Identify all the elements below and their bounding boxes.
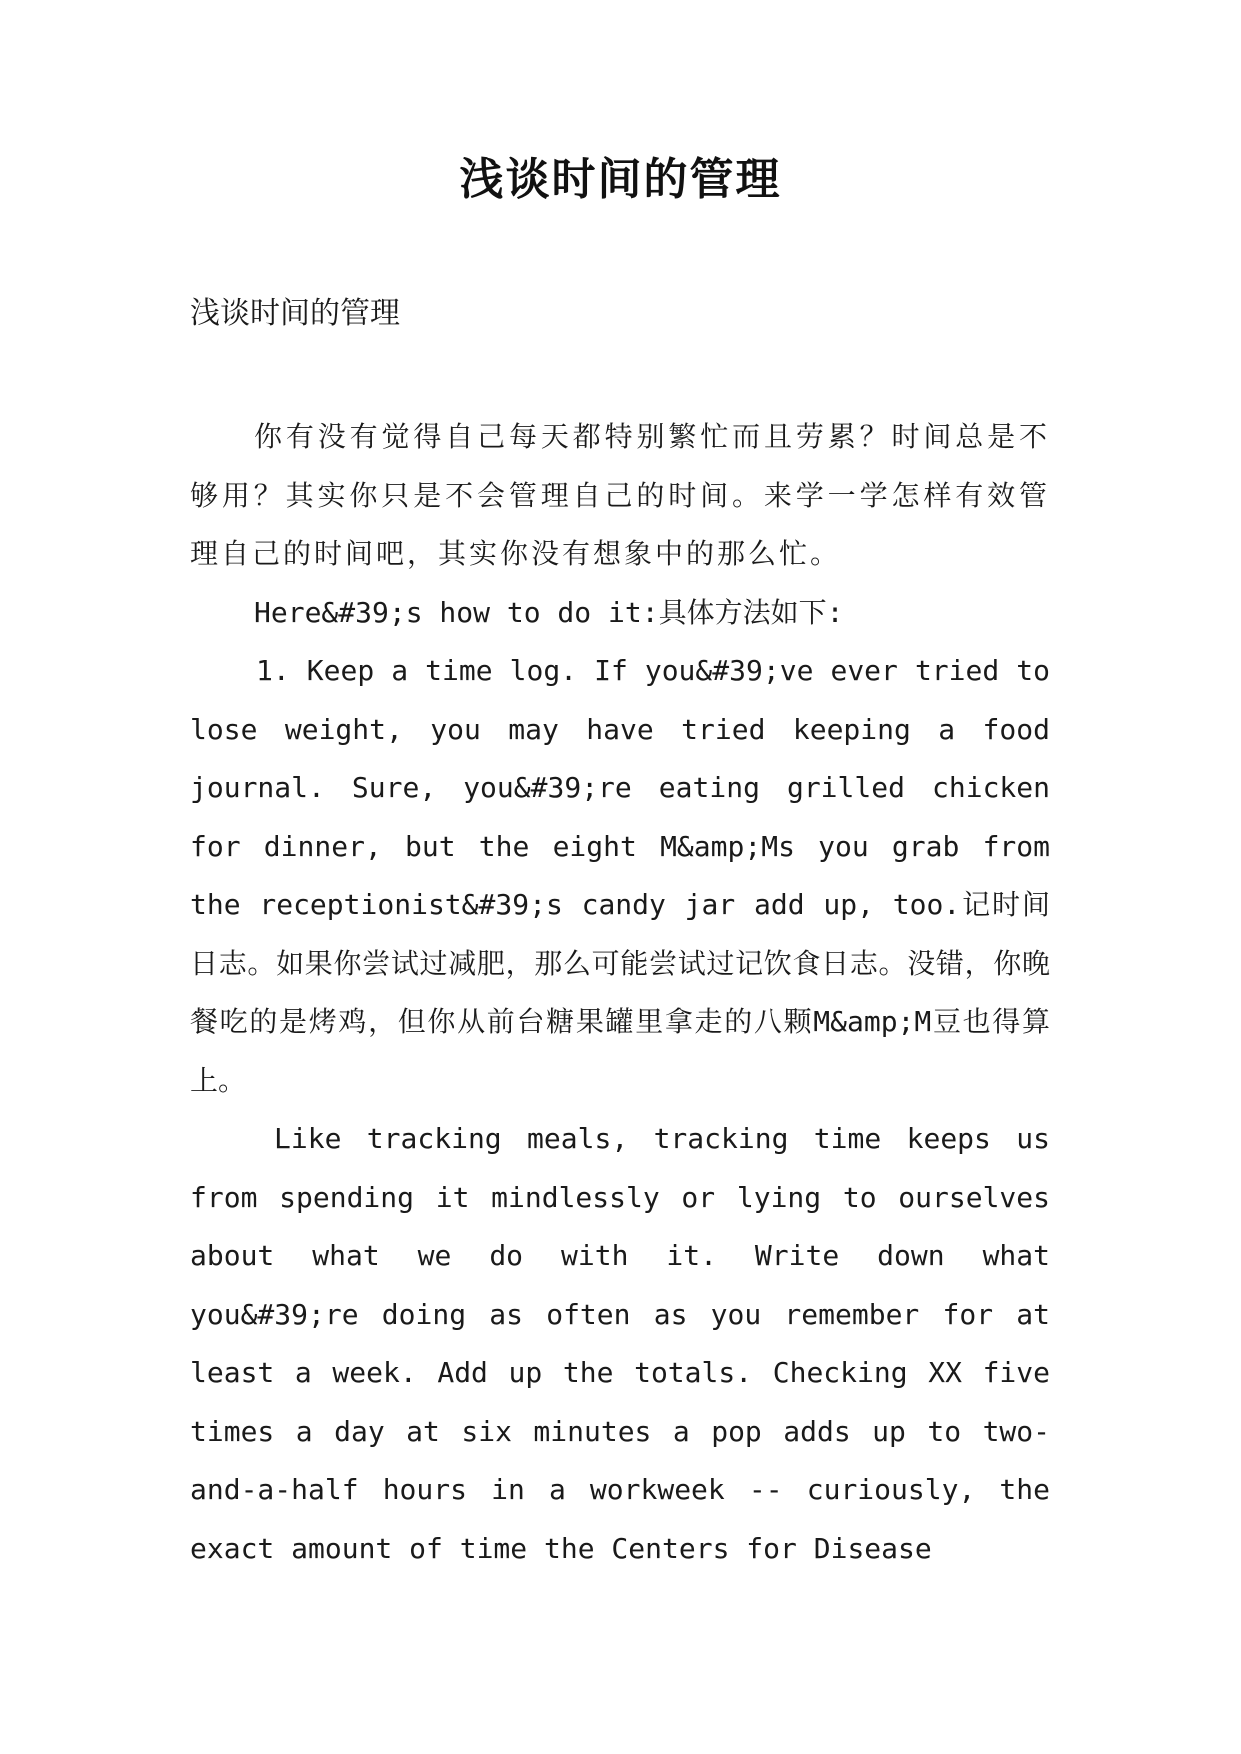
paragraph-how-to: Here&#39;s how to do it:具体方法如下:	[254, 595, 844, 629]
document-title: 浅谈时间的管理	[459, 154, 782, 205]
document-subtitle: 浅谈时间的管理	[190, 296, 400, 331]
document-body	[190, 408, 1050, 1578]
paragraph-time-log: 1. Keep a time log. If you&#39;ve ever tried to lose weight, you may have tried keeping a food journal. Sure, you&#39;re eating grilled chicken for dinner, but the eight M&amp;Ms you grab from the receptionist&#39;s candy jar add up, too.记时间日志。如果你尝试过减肥，那么可能尝试过记饮食日志。没错，你晚餐吃的是烤鸡，但你从前台糖果罐里拿走的八颗M&amp;M豆也得算上。	[190, 654, 1050, 1097]
paragraph-tracking: Like tracking meals, tracking time keeps us from spending it mindlessly or lying to ourselves about what we do with it. Write down what you&#39;re doing as often as you remember for at least a week. Add up the totals. Checking XX five times a day at six minutes a pop adds up to two-and-a-half hours in a workweek -- curiously, the exact amount of time the Centers for Disease	[190, 1122, 1050, 1565]
paragraph-intro: 你有没有觉得自己每天都特别繁忙而且劳累？时间总是不够用？其实你只是不会管理自己的时间。来学一学怎样有效管理自己的时间吧，其实你没有想象中的那么忙。	[190, 420, 1050, 570]
